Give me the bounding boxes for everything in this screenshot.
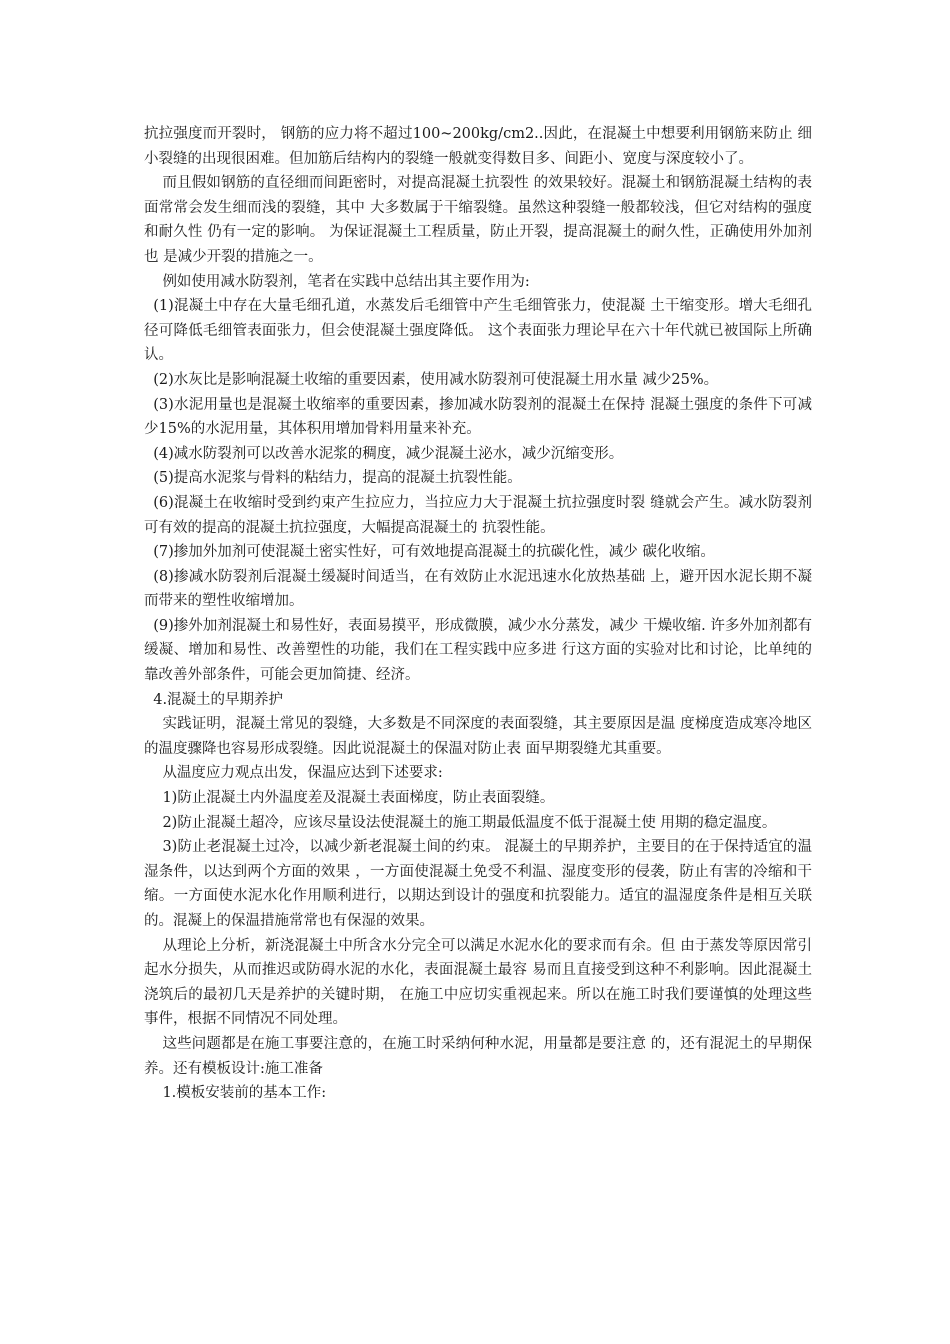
document-page bbox=[144, 122, 812, 1106]
list-item-4: (4)减水防裂剂可以改善水泥浆的稠度，减少混凝土泌水，减少沉缩变形。 bbox=[153, 445, 624, 462]
list-item-2: (2)水灰比是影响混凝土收缩的重要因素，使用减水防裂剂可使混凝土用水量 减少25%。 bbox=[153, 371, 719, 388]
list-item-9: (9)掺外加剂混凝土和易性好，表面易摸平，形成微膜，减少水分蒸发，减少 干燥收缩. 许多外加剂都有缓凝、增加和易性、改善塑性的功能，我们在工程实践中应多进 行这方面的实验对比和讨论，比单纯的靠改善外部条件，可能会更加简捷、经济。 bbox=[144, 617, 812, 684]
paragraph-requirements: 从温度应力观点出发，保温应达到下述要求: bbox=[162, 765, 443, 782]
paragraph-theory: 从理论上分析，新浇混凝土中所含水分完全可以满足水泥水化的要求而有余。但 由于蒸发等原因常引起水分损失，从而推迟或防碍水泥的水化，表面混凝土最容 易而且直接受到这种不利影响。因此混凝土浇筑后的最初几天是养护的关键时期， 在施工中应切实重视起来。所以在施工时我们要谨慎的处理这些事件，根据不同情况不同处理。 bbox=[144, 937, 812, 1028]
list-item-1: (1)混凝土中存在大量毛细孔道，水蒸发后毛细管中产生毛细管张力，使混凝 土干缩变形。增大毛细孔径可降低毛细管表面张力，但会使混凝土强度降低。 这个表面张力理论早在六十年代就已被国际上所确认。 bbox=[144, 298, 812, 364]
section-heading: 4.混凝土的早期养护 bbox=[153, 691, 284, 708]
paragraph-1: 抗拉强度而开裂时， 钢筋的应力将不超过100~200kg/cm2..因此，在混凝土中想要利用钢筋来防止 细小裂缝的出现很困难。但加筋后结构内的裂缝一般就变得数目多、间距小、宽度与深度较小了。 bbox=[144, 126, 812, 167]
paragraph-practice: 实践证明，混凝土常见的裂缝，大多数是不同深度的表面裂缝，其主要原因是温 度梯度造成寒冷地区的温度骤降也容易形成裂缝。因此说混凝土的保温对防止表 面早期裂缝尤其重要。 bbox=[144, 716, 812, 757]
requirement-1: 1)防止混凝土内外温度差及混凝土表面梯度，防止表面裂缝。 bbox=[162, 790, 555, 807]
list-item-6: (6)混凝土在收缩时受到约束产生拉应力，当拉应力大于混凝土抗拉强度时裂 缝就会产生。减水防裂剂可有效的提高的混凝土抗拉强度，大幅提高混凝土的 抗裂性能。 bbox=[144, 494, 812, 536]
paragraph-2: 而且假如钢筋的直径细而间距密时，对提高混凝土抗裂性 的效果较好。混凝土和钢筋混凝土结构的表面常常会发生细而浅的裂缝，其中 大多数属于干缩裂缝。虽然这种裂缝一般都较浅，但它对结构的强度和耐久性 仍有一定的影响。 为保证混凝土工程质量，防止开裂，提高混凝土的耐久性，正确使用外加剂也 是减少开裂的措施之一。 bbox=[144, 175, 812, 265]
list-item-3: (3)水泥用量也是混凝土收缩率的重要因素，掺加减水防裂剂的混凝土在保持 混凝土强度的条件下可减少15%的水泥用量，其体积用增加骨料用量来补充。 bbox=[144, 396, 812, 438]
list-item-5: (5)提高水泥浆与骨料的粘结力，提高的混凝土抗裂性能。 bbox=[153, 470, 522, 487]
subheading-formwork: 1.模板安装前的基本工作: bbox=[162, 1085, 327, 1102]
paragraph-3: 例如使用减水防裂剂，笔者在实践中总结出其主要作用为: bbox=[162, 273, 530, 290]
list-item-8: (8)掺减水防裂剂后混凝土缓凝时间适当，在有效防止水泥迅速水化放热基础 上，避开因水泥长期不凝而带来的塑性收缩增加。 bbox=[144, 568, 812, 610]
requirement-2: 2)防止混凝土超冷，应该尽量设法使混凝土的施工期最低温度不低于混凝土使 用期的稳定温度。 bbox=[162, 814, 777, 831]
requirement-3: 3)防止老混凝土过冷，以减少新老混凝土间的约束。 混凝土的早期养护，主要目的在于保持适宜的温湿条件，以达到两个方面的效果 ，一方面使混凝土免受不利温、湿度变形的侵袭，防止有害的冷缩和干缩。一方面使水泥水化作用顺利进行，以期达到设计的强度和抗裂能力。适宜的温湿度条件是相互关联的。混凝上的保温措施常常也有保湿的效果。 bbox=[144, 839, 812, 929]
paragraph-issues: 这些问题都是在施工事要注意的，在施工时采纳何种水泥，用量都是要注意 的，还有混泥土的早期保养。还有模板设计:施工准备 bbox=[144, 1035, 812, 1077]
list-item-7: (7)掺加外加剂可使混凝土密实性好，可有效地提高混凝土的抗碳化性，减少 碳化收缩。 bbox=[153, 544, 715, 561]
